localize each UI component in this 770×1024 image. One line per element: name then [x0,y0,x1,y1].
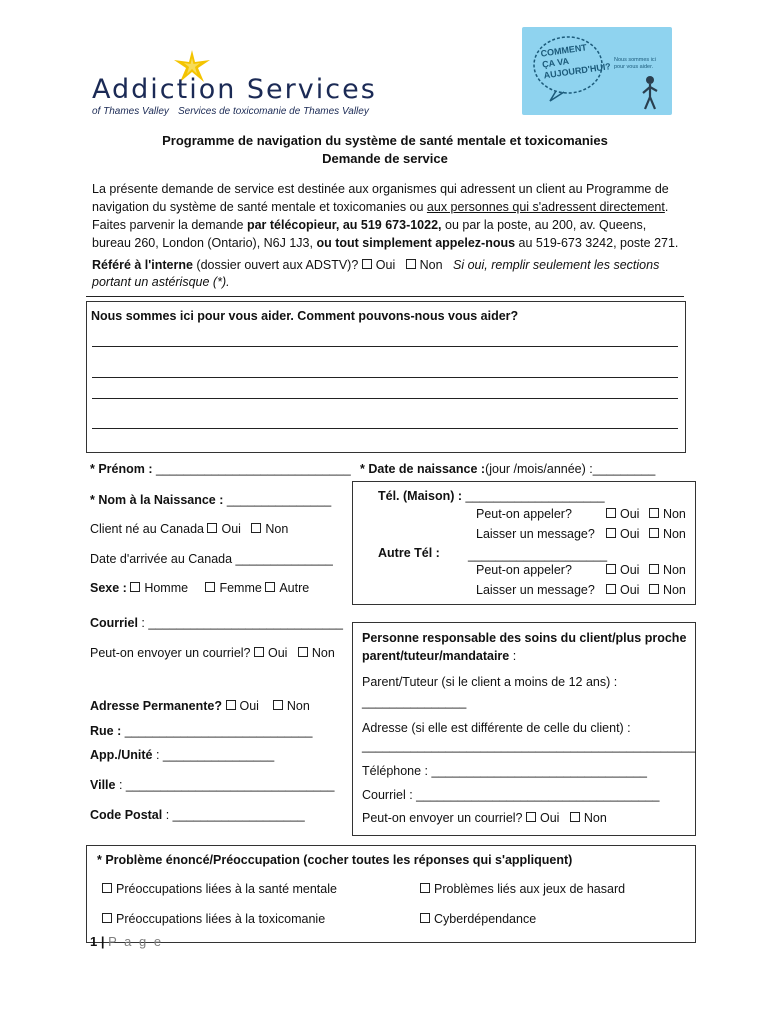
document-title: Programme de navigation du système de santé mentale et toxicomanies [162,133,608,148]
message-label: Laisser un message? [476,527,595,541]
homme-checkbox[interactable] [130,582,140,592]
prenom-field[interactable]: * Prénom : ____________________________ [90,462,351,476]
page-footer [90,934,163,949]
autre-appeler-label: Peut-on appeler? [476,563,572,577]
referral-note: portant un astérisque (*). [92,275,230,289]
adresse-oui-checkbox[interactable] [226,700,236,710]
autre-tel-label: Autre Tél : [378,546,440,560]
organization-logo [92,50,377,120]
resp-courriel-field[interactable]: Courriel : ___________________________________ [362,788,660,802]
message-options: Oui Non [606,527,686,541]
cyberdependance-checkbox[interactable] [420,913,430,923]
campaign-badge [522,27,672,115]
autre-appeler-options: Oui Non [606,563,686,577]
resp-envoyer-non-checkbox[interactable] [570,812,580,822]
intro-line-2: navigation du système de santé mentale et toxicomanies ou aux personnes qui s'adressent directement. [92,200,669,214]
responsible-box [352,622,696,836]
option-cyberdependance[interactable]: Cyberdépendance [420,912,536,926]
option-toxicomanie[interactable]: Préoccupations liées à la toxicomanie [102,912,325,926]
envoyer-courriel-question: Peut-on envoyer un courriel? Oui Non [90,646,335,660]
resp-title-2: parent/tuteur/mandataire : [362,649,517,663]
date-arrivee-field[interactable]: Date d'arrivée au Canada ______________ [90,552,333,566]
code-postal-field[interactable]: Code Postal : ___________________ [90,808,305,822]
message-oui-checkbox[interactable] [606,528,616,538]
client-ne-non-checkbox[interactable] [251,523,261,533]
referral-question: Référé à l'interne (dossier ouvert aux ADSTV)? Oui Non Si oui, remplir seulement les sections [92,258,660,272]
intro-paragraph [92,180,692,252]
help-line-2[interactable] [92,377,678,378]
autre-checkbox[interactable] [265,582,275,592]
resp-adresse-field[interactable]: ________________________________________________ [362,739,696,753]
intro-line-3: Faites parvenir la demande par télécopieur, au 519 673-1022, ou par la poste, au 200, av. Queens, [92,218,647,232]
page-number: 1 | [90,934,105,949]
problem-box [86,845,696,943]
page-label: P a g e [108,934,164,949]
logo-subtitle-fr: Services de toxicomanie de Thames Valley [178,106,369,117]
jeux-hasard-checkbox[interactable] [420,883,430,893]
app-unite-field[interactable]: App./Unité : ________________ [90,748,275,762]
resp-envoyer-question: Peut-on envoyer un courriel? Oui Non [362,811,607,825]
sexe-field: Sexe : Homme Femme Autre [90,581,310,595]
parent-tuteur-label: Parent/Tuteur (si le client a moins de 12 ans) : [362,675,618,689]
autre-message-non-checkbox[interactable] [649,584,659,594]
parent-tuteur-field[interactable]: _______________ [362,695,467,709]
intro-line-4: bureau 260, London (Ontario), N6J 1J3, ou tout simplement appelez-nous au 519-673 3242, poste 271. [92,236,679,250]
logo-text: Addiction Services [92,74,377,105]
femme-checkbox[interactable] [205,582,215,592]
resp-telephone-field[interactable]: Téléphone : _______________________________ [362,764,648,778]
autre-appeler-non-checkbox[interactable] [649,564,659,574]
problem-box-title: * Problème énoncé/Préoccupation (cocher toutes les réponses qui s'appliquent) [97,853,573,867]
resp-envoyer-oui-checkbox[interactable] [526,812,536,822]
appeler-options: Oui Non [606,507,686,521]
client-ne-canada: Client né au Canada Oui Non [90,522,289,536]
intro-line-1: La présente demande de service est destinée aux organismes qui adressent un client au Programme de [92,182,669,196]
referral-non-checkbox[interactable] [406,259,416,269]
help-box-title: Nous sommes ici pour vous aider. Comment pouvons-nous vous aider? [91,309,519,323]
resp-adresse-label: Adresse (si elle est différente de celle du client) : [362,721,631,735]
badge-text: COMMENT ÇA VA AUJOURD'HUI? [539,42,612,81]
adresse-non-checkbox[interactable] [273,700,283,710]
adresse-permanente-question: Adresse Permanente? Oui Non [90,699,310,713]
autre-message-options: Oui Non [606,583,686,597]
resp-title-1: Personne responsable des soins du client/plus proche [362,631,687,645]
autre-message-oui-checkbox[interactable] [606,584,616,594]
toxicomanie-checkbox[interactable] [102,913,112,923]
rue-field[interactable]: Rue : ___________________________ [90,724,313,738]
help-box [86,301,686,453]
sante-mentale-checkbox[interactable] [102,883,112,893]
envoyer-oui-checkbox[interactable] [254,647,264,657]
autre-message-label: Laisser un message? [476,583,595,597]
help-line-1[interactable] [92,346,678,347]
envoyer-non-checkbox[interactable] [298,647,308,657]
ville-field[interactable]: Ville : ______________________________ [90,778,335,792]
phone-box [352,481,696,605]
message-non-checkbox[interactable] [649,528,659,538]
autre-tel-field[interactable]: ____________________ [468,548,608,562]
appeler-non-checkbox[interactable] [649,508,659,518]
logo-subtitle-en: of Thames Valley [92,106,169,117]
tel-maison-field[interactable]: Tél. (Maison) : ____________________ [378,489,605,503]
appeler-oui-checkbox[interactable] [606,508,616,518]
divider [86,296,684,297]
help-line-4[interactable] [92,428,678,429]
referral-oui-checkbox[interactable] [362,259,372,269]
appeler-label: Peut-on appeler? [476,507,572,521]
courriel-field[interactable]: Courriel : ____________________________ [90,616,344,630]
autre-appeler-oui-checkbox[interactable] [606,564,616,574]
person-icon [640,75,660,111]
client-ne-oui-checkbox[interactable] [207,523,217,533]
nom-naissance-field[interactable]: * Nom à la Naissance : _______________ [90,493,332,507]
document-subtitle: Demande de service [322,151,448,166]
option-jeux-hasard[interactable]: Problèmes liés aux jeux de hasard [420,882,625,896]
dob-field[interactable]: * Date de naissance :(jour /mois/année) :_________ [360,462,656,476]
help-line-3[interactable] [92,398,678,399]
option-sante-mentale[interactable]: Préoccupations liées à la santé mentale [102,882,337,896]
badge-side-text: Nous sommes ici pour vous aider. [614,57,656,70]
